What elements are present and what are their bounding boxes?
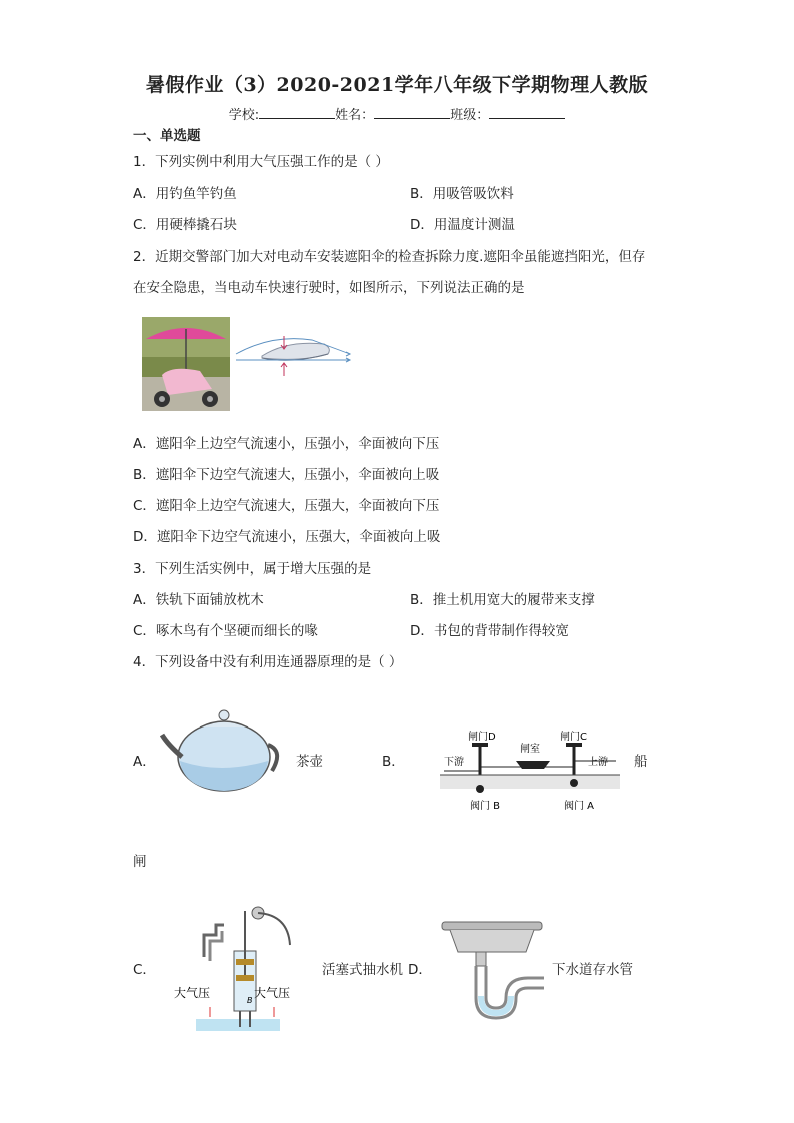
q2-option-d[interactable]: D．遮阳伞下边空气流速小，压强大，伞面被向上吸 xyxy=(133,529,441,545)
q4-option-d-label[interactable]: D． xyxy=(408,962,432,978)
drain-trap-diagram xyxy=(440,918,546,1028)
pump-right-pressure-label: 大气压 xyxy=(254,986,291,1000)
q4-option-a-label[interactable]: A． xyxy=(133,754,156,770)
lock-upstream-label: 上游 xyxy=(588,757,608,768)
lock-gate-c-label: 闸门C xyxy=(560,732,587,743)
pump-valve-b-label: B xyxy=(247,996,253,1005)
q2-stem-line1: 2．近期交警部门加大对电动车安装遮阳伞的检查拆除力度.遮阳伞虽能遮挡阳光，但存 xyxy=(133,249,646,265)
q1-option-c[interactable]: C．用硬棒撬石块 xyxy=(133,217,237,233)
q4-stem: 4．下列设备中没有利用连通器原理的是（ ） xyxy=(133,654,403,670)
piston-pump-diagram xyxy=(170,905,300,1033)
student-info xyxy=(0,104,794,123)
q4-option-c-text: 活塞式抽水机 xyxy=(322,962,403,978)
q2-option-b[interactable]: B．遮阳伞下边空气流速大，压强小，伞面被向上吸 xyxy=(133,467,440,483)
q4-option-b-label[interactable]: B． xyxy=(382,754,405,770)
q4-option-d-text: 下水道存水管 xyxy=(552,962,633,978)
q3-option-c[interactable]: C．啄木鸟有个坚硬而细长的喙 xyxy=(133,623,318,639)
q2-option-c[interactable]: C．遮阳伞上边空气流速大，压强大，伞面被向下压 xyxy=(133,498,440,514)
lock-valve-b-label: 阀门 B xyxy=(470,801,501,812)
name-blank[interactable] xyxy=(374,106,450,119)
page-title: 暑假作业（3）2020-2021学年八年级下学期物理人教版 xyxy=(145,74,649,96)
q3-option-b[interactable]: B．推土机用宽大的履带来支撑 xyxy=(410,592,595,608)
q2-option-a[interactable]: A．遮阳伞上边空气流速小，压强小，伞面被向下压 xyxy=(133,436,440,452)
section-heading: 一、单选题 xyxy=(133,128,201,144)
ship-lock-diagram xyxy=(440,727,620,813)
school-blank[interactable] xyxy=(259,106,335,119)
q4-option-b-text-2: 闸 xyxy=(133,854,147,870)
lock-gate-d-label: 闸门D xyxy=(468,732,496,743)
q1-option-a[interactable]: A．用钓鱼竿钓鱼 xyxy=(133,186,237,202)
class-blank[interactable] xyxy=(489,106,565,119)
q3-option-a[interactable]: A．铁轨下面铺放枕木 xyxy=(133,592,264,608)
lock-downstream-label: 下游 xyxy=(444,757,464,768)
pump-left-pressure-label: 大气压 xyxy=(174,986,211,1000)
lock-chamber-label: 闸室 xyxy=(520,744,540,755)
teapot-image xyxy=(160,705,282,795)
q3-option-d[interactable]: D．书包的背带制作得较宽 xyxy=(410,623,569,639)
q1-option-d[interactable]: D．用温度计测温 xyxy=(410,217,515,233)
q4-option-a-text: 茶壶 xyxy=(296,754,323,770)
q1-option-b[interactable]: B．用吸管吸饮料 xyxy=(410,186,514,202)
airflow-diagram xyxy=(232,332,354,380)
q2-stem-line2: 在安全隐患，当电动车快速行驶时，如图所示，下列说法正确的是 xyxy=(133,280,525,296)
q4-option-b-text-1: 船 xyxy=(634,754,648,770)
school-label: 学校: xyxy=(228,108,260,123)
lock-valve-a-label: 阀门 A xyxy=(564,801,595,812)
q4-option-c-label[interactable]: C． xyxy=(133,962,156,978)
q3-stem: 3．下列生活实例中，属于增大压强的是 xyxy=(133,561,372,577)
name-label: 姓名： xyxy=(335,108,375,123)
q1-stem: 1．下列实例中利用大气压强工作的是（ ） xyxy=(133,154,389,170)
scooter-umbrella-photo xyxy=(142,317,230,411)
class-label: 班级： xyxy=(450,108,490,123)
